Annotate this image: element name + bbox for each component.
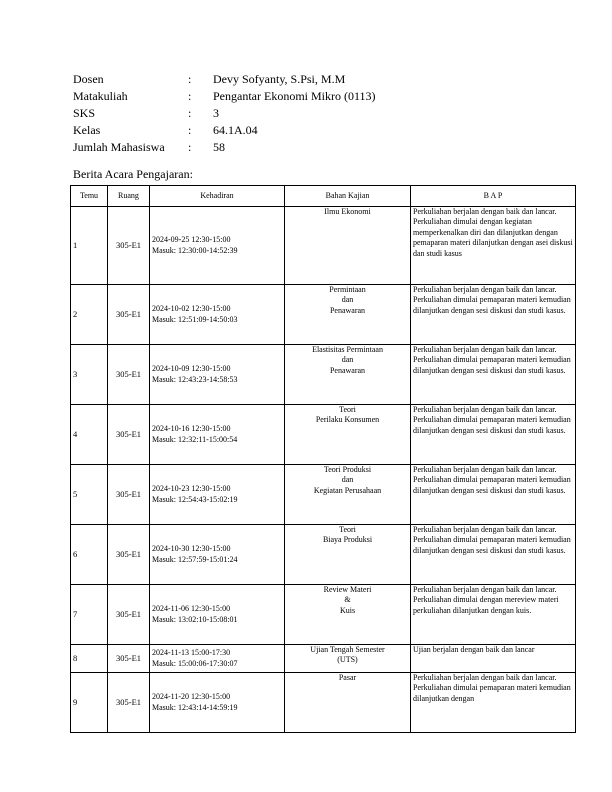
bap-cell: Perkuliahan berjalan dengan baik dan lancar. Perkuliahan dimulai dengan kegiatan memperkenalkan diri dan dilanjutkan dengan pemaparan materi dilanjutkan dengan asei diskusi dan studi kasus [411,207,576,285]
masuk-text: Masuk: 13:02:10-15:08:01 [152,614,238,624]
jadwal-text: 2024-10-16 12:30-15:00 [152,424,231,434]
temu-cell: 5 [71,465,108,525]
kehadiran-cell [150,405,285,465]
bap-cell: Perkuliahan berjalan dengan baik dan lancar. Perkuliahan dimulai pemaparan materi kemudian dilanjutkan dengan sesi diskusi dan studi kasus. [411,285,576,345]
info-label: Kelas [73,123,101,137]
bahan-line: Teori [339,525,356,534]
kehadiran-cell [150,465,285,525]
ruang-cell: 305-E1 [108,645,150,673]
info-colon: : [188,89,192,103]
masuk-text: Masuk: 12:54:43-15:02:19 [152,494,238,504]
temu-cell: 6 [71,525,108,585]
info-label: SKS [73,106,96,120]
table-row [71,673,576,733]
bahan-line: Teori Produksi [323,465,372,474]
bahan-kajian-cell [285,585,411,645]
masuk-text: Masuk: 12:51:09-14:50:03 [152,314,238,324]
table-row [71,645,576,673]
info-value: 3 [213,106,219,120]
header-kehadiran: Kehadiran [150,186,285,207]
info-label: Jumlah Mahasiswa [73,140,165,154]
kehadiran-cell [150,345,285,405]
jadwal-text: 2024-10-23 12:30-15:00 [152,484,231,494]
header-temu: Temu [71,186,108,207]
bahan-line: & [344,595,351,605]
table-row [71,465,576,525]
kehadiran-cell [150,673,285,733]
info-colon: : [188,123,192,137]
bap-table [70,185,576,733]
bahan-line: Permintaan [329,285,366,294]
masuk-text: Masuk: 12:57:59-15:01:24 [152,554,238,564]
bahan-kajian-cell [285,405,411,465]
bahan-kajian-cell [285,285,411,345]
bahan-line: Ilmu Ekonomi [324,207,371,216]
ruang-cell: 305-E1 [108,525,150,585]
bahan-kajian-cell [285,673,411,733]
info-colon: : [188,140,192,154]
ruang-cell: 305-E1 [108,405,150,465]
masuk-text: Masuk: 12:32:11-15:00:54 [152,434,238,444]
ruang-cell: 305-E1 [108,345,150,405]
jadwal-text: 2024-09-25 12:30-15:00 [152,235,231,245]
table-row [71,207,576,285]
jadwal-text: 2024-10-02 12:30-15:00 [152,304,231,314]
bahan-kajian-cell [285,645,411,673]
info-colon: : [188,106,192,120]
bap-cell: Ujian berjalan dengan baik dan lancar [411,645,576,673]
table-row [71,285,576,345]
header-bahan-kajian: Bahan Kajian [285,186,411,207]
bahan-line: dan [341,295,354,305]
jadwal-text: 2024-11-20 12:30-15:00 [152,692,231,702]
temu-cell: 9 [71,673,108,733]
masuk-text: Masuk: 12:43:23-14:58:53 [152,374,238,384]
header-ruang: Ruang [108,186,150,207]
bahan-line: Ujian Tengah Semester [310,645,385,654]
temu-cell: 8 [71,645,108,673]
bahan-line: Pasar [338,673,357,682]
section-title: Berita Acara Pengajaran: [73,167,193,181]
bap-cell: Perkuliahan berjalan dengan baik dan lancar. Perkuliahan dimulai pemaparan materi kemudian dilanjutkan dengan sesi diskusi dan studi kasus. [411,465,576,525]
table-row [71,525,576,585]
info-value: 58 [213,140,225,154]
bahan-line: Kegiatan Perusahaan [313,485,382,495]
bahan-kajian-cell [285,207,411,285]
table-body [71,207,576,733]
bahan-line: Penawaran [329,305,366,315]
info-colon: : [188,72,192,86]
jadwal-text: 2024-10-30 12:30-15:00 [152,544,231,554]
info-value: Devy Sofyanty, S.Psi, M.M [213,72,346,86]
info-value: Pengantar Ekonomi Mikro (0113) [213,89,376,103]
table-row [71,345,576,405]
bahan-line: Teori [339,405,356,414]
table-row [71,405,576,465]
temu-cell: 3 [71,345,108,405]
kehadiran-cell [150,207,285,285]
bap-cell: Perkuliahan berjalan dengan baik dan lancar. Perkuliahan dimulai pemaparan materi kemudian dilanjutkan dengan [411,673,576,733]
bap-cell: Perkuliahan berjalan dengan baik dan lancar. Perkuliahan dimulai pemaparan materi kemudian dilanjutkan dengan sesi diskusi dan studi kasus. [411,405,576,465]
bap-cell: Perkuliahan berjalan dengan baik dan lancar. Perkuliahan dimulai pemaparan materi kemudian dilanjutkan dengan sesi diskusi dan studi kasus. [411,345,576,405]
masuk-text: Masuk: 12:43:14-14:59:19 [152,702,238,712]
info-label: Dosen [73,72,104,86]
bahan-line: Review Materi [323,585,372,594]
masuk-text: Masuk: 12:30:00-14:52:39 [152,245,238,255]
bap-cell: Perkuliahan berjalan dengan baik dan lancar. Perkuliahan dimulai dengan mereview materi perkuliahan dilanjutkan dengan kuis. [411,585,576,645]
temu-cell: 7 [71,585,108,645]
header-bap: B A P [411,186,576,207]
ruang-cell: 305-E1 [108,465,150,525]
bahan-line: (UTS) [337,655,358,665]
kehadiran-cell [150,645,285,673]
bahan-line: Penawaran [329,365,366,375]
ruang-cell: 305-E1 [108,673,150,733]
bahan-line: dan [341,475,354,485]
bahan-kajian-cell [285,465,411,525]
ruang-cell: 305-E1 [108,207,150,285]
bahan-kajian-cell [285,525,411,585]
table-row [71,585,576,645]
info-label: Matakuliah [73,89,128,103]
kehadiran-cell [150,585,285,645]
bahan-line: dan [341,355,354,365]
bahan-line: Biaya Produksi [322,535,373,545]
bahan-line: Elastisitas Permintaan [312,345,383,354]
temu-cell: 2 [71,285,108,345]
info-value: 64.1A.04 [213,123,258,137]
ruang-cell: 305-E1 [108,285,150,345]
kehadiran-cell [150,285,285,345]
table-header-row [71,186,576,207]
bap-cell: Perkuliahan berjalan dengan baik dan lancar. Perkuliahan dimulai pemaparan materi kemudian dilanjutkan dengan sesi diskusi dan studi kasus. [411,525,576,585]
bahan-line: Kuis [339,605,356,615]
jadwal-text: 2024-11-06 12:30-15:00 [152,604,231,614]
masuk-text: Masuk: 15:00:06-17:30:07 [152,658,238,668]
jadwal-text: 2024-11-13 15:00-17:30 [152,648,231,658]
jadwal-text: 2024-10-09 12:30-15:00 [152,364,231,374]
ruang-cell: 305-E1 [108,585,150,645]
bahan-kajian-cell [285,345,411,405]
temu-cell: 1 [71,207,108,285]
bahan-line: Perilaku Konsumen [315,415,380,425]
kehadiran-cell [150,525,285,585]
temu-cell: 4 [71,405,108,465]
